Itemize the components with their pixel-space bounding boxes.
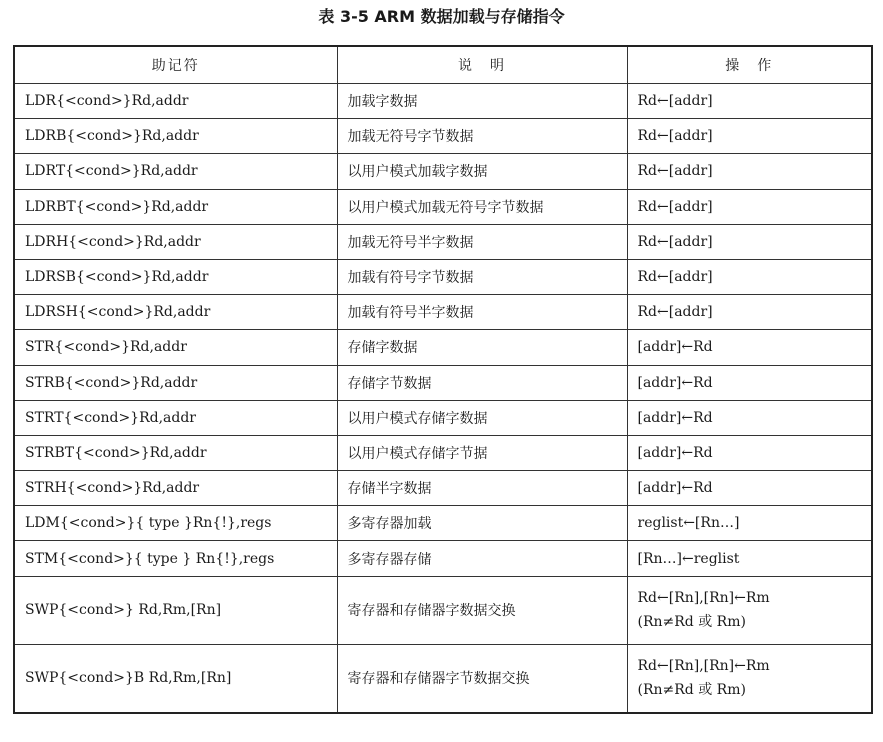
operation-line: Rd←[addr] — [637, 163, 713, 180]
operation-line: reglist←[Rn…] — [637, 515, 740, 532]
operation-line: Rd←[addr] — [637, 304, 713, 321]
cell-description: 加载无符号字节数据 — [337, 119, 627, 154]
cell-operation — [627, 189, 872, 224]
operation-line: [addr]←Rd — [637, 444, 713, 461]
table-caption: 表 3-5 ARM 数据加载与存储指令 — [318, 7, 565, 26]
cell-operation — [627, 330, 872, 365]
cell-operation — [627, 119, 872, 154]
header-mnemonic: 助记符 — [14, 46, 337, 84]
cell-mnemonic: LDRB{<cond>}Rd,addr — [14, 119, 337, 154]
table-row — [14, 644, 872, 713]
cell-description: 加载无符号半字数据 — [337, 224, 627, 259]
cell-mnemonic: SWP{<cond>} Rd,Rm,[Rn] — [14, 576, 337, 644]
cell-operation — [627, 435, 872, 470]
header-description: 说 明 — [337, 46, 627, 84]
operation-line: (Rn≠Rd 或 Rm) — [637, 682, 746, 699]
cell-operation — [627, 295, 872, 330]
operation-line: Rd←[addr] — [637, 93, 713, 110]
operation-line: [Rn…]←reglist — [637, 550, 740, 567]
cell-operation — [627, 84, 872, 119]
table-row — [14, 119, 872, 154]
cell-mnemonic: STRT{<cond>}Rd,addr — [14, 400, 337, 435]
table-row — [14, 224, 872, 259]
cell-description: 以用户模式存储字节据 — [337, 435, 627, 470]
operation-line: [addr]←Rd — [637, 409, 713, 426]
cell-mnemonic: LDR{<cond>}Rd,addr — [14, 84, 337, 119]
cell-description: 加载有符号字节数据 — [337, 259, 627, 294]
cell-mnemonic: STM{<cond>}{ type } Rn{!},regs — [14, 541, 337, 576]
header-row — [14, 46, 872, 84]
operation-line: Rd←[addr] — [637, 269, 713, 286]
cell-operation — [627, 506, 872, 541]
table-row — [14, 400, 872, 435]
cell-operation — [627, 471, 872, 506]
cell-operation — [627, 576, 872, 644]
operation-line: Rd←[addr] — [637, 128, 713, 145]
cell-operation — [627, 365, 872, 400]
operation-line: Rd←[addr] — [637, 198, 713, 215]
table-row — [14, 506, 872, 541]
cell-description: 寄存器和存储器字数据交换 — [337, 576, 627, 644]
cell-description: 寄存器和存储器字节数据交换 — [337, 644, 627, 713]
table-body — [14, 84, 872, 713]
cell-description: 以用户模式存储字数据 — [337, 400, 627, 435]
cell-operation — [627, 644, 872, 713]
table-row — [14, 435, 872, 470]
table-header — [14, 46, 872, 84]
cell-description: 加载有符号半字数据 — [337, 295, 627, 330]
cell-operation — [627, 224, 872, 259]
table-row — [14, 295, 872, 330]
cell-description: 存储半字数据 — [337, 471, 627, 506]
cell-operation — [627, 400, 872, 435]
cell-mnemonic: SWP{<cond>}B Rd,Rm,[Rn] — [14, 644, 337, 713]
table-row — [14, 259, 872, 294]
cell-description: 存储字节数据 — [337, 365, 627, 400]
cell-mnemonic: LDRBT{<cond>}Rd,addr — [14, 189, 337, 224]
cell-description: 以用户模式加载无符号字节数据 — [337, 189, 627, 224]
cell-mnemonic: LDRT{<cond>}Rd,addr — [14, 154, 337, 189]
operation-line: [addr]←Rd — [637, 480, 713, 497]
cell-mnemonic: LDRSH{<cond>}Rd,addr — [14, 295, 337, 330]
cell-mnemonic: LDRH{<cond>}Rd,addr — [14, 224, 337, 259]
cell-mnemonic: STRBT{<cond>}Rd,addr — [14, 435, 337, 470]
operation-line: [addr]←Rd — [637, 339, 713, 356]
cell-mnemonic: STRB{<cond>}Rd,addr — [14, 365, 337, 400]
cell-description: 存储字数据 — [337, 330, 627, 365]
cell-operation — [627, 154, 872, 189]
cell-mnemonic: LDM{<cond>}{ type }Rn{!},regs — [14, 506, 337, 541]
instruction-table — [13, 45, 873, 714]
table-row — [14, 471, 872, 506]
operation-line: (Rn≠Rd 或 Rm) — [637, 614, 746, 631]
cell-operation — [627, 541, 872, 576]
cell-description: 多寄存器存储 — [337, 541, 627, 576]
cell-description: 以用户模式加载字数据 — [337, 154, 627, 189]
table-row — [14, 365, 872, 400]
table-row — [14, 576, 872, 644]
operation-line: [addr]←Rd — [637, 374, 713, 391]
cell-description: 多寄存器加载 — [337, 506, 627, 541]
cell-mnemonic: STR{<cond>}Rd,addr — [14, 330, 337, 365]
cell-mnemonic: STRH{<cond>}Rd,addr — [14, 471, 337, 506]
table-row — [14, 154, 872, 189]
cell-operation — [627, 259, 872, 294]
cell-mnemonic: LDRSB{<cond>}Rd,addr — [14, 259, 337, 294]
operation-line: Rd←[Rn],[Rn]←Rm — [637, 589, 770, 606]
table-row — [14, 84, 872, 119]
table-row — [14, 189, 872, 224]
table-row — [14, 541, 872, 576]
table-row — [14, 330, 872, 365]
cell-description: 加载字数据 — [337, 84, 627, 119]
header-operation: 操 作 — [627, 46, 872, 84]
operation-line: Rd←[Rn],[Rn]←Rm — [637, 657, 770, 674]
operation-line: Rd←[addr] — [637, 233, 713, 250]
